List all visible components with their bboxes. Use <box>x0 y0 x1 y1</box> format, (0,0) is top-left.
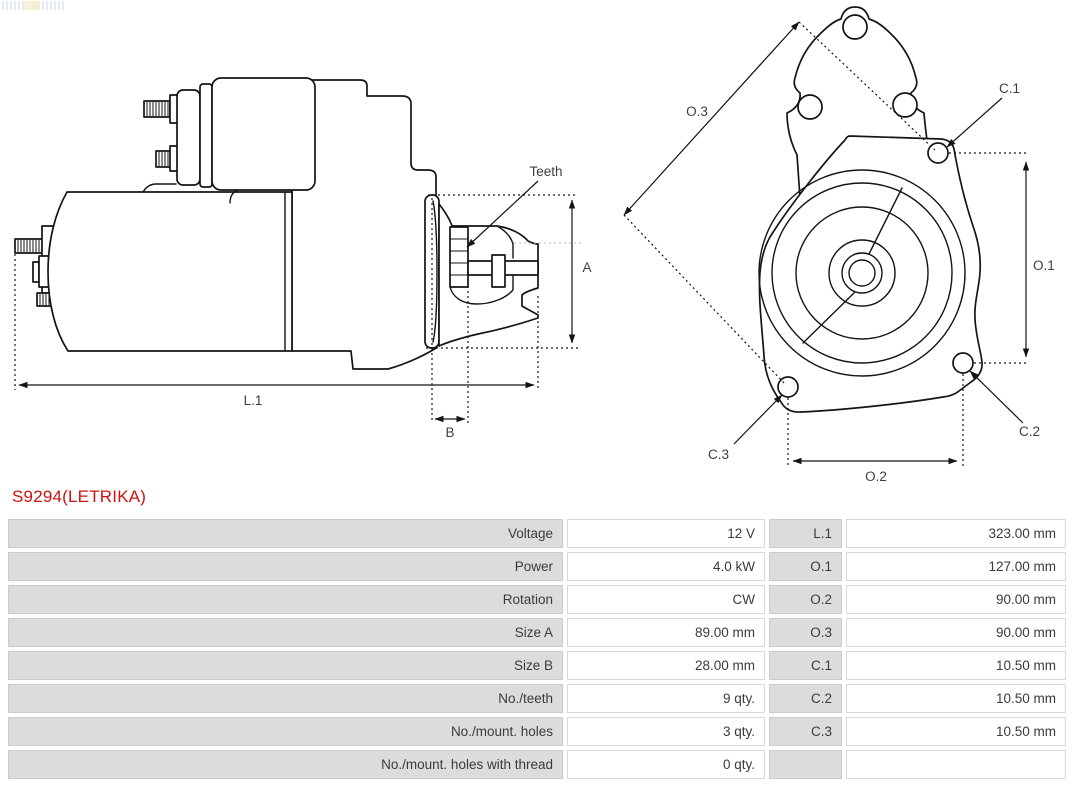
spec-value-cell: 0 qty. <box>567 750 765 779</box>
dim-label-l1: L.1 <box>243 393 263 408</box>
table-row <box>8 618 1068 647</box>
spec-table <box>8 519 1068 783</box>
spec-name-cell: No./mount. holes <box>8 717 563 746</box>
spec-dim-value-cell <box>846 750 1066 779</box>
spec-value-cell: 89.00 mm <box>567 618 765 647</box>
top-bolt-hole <box>843 15 867 39</box>
side-view <box>15 78 592 440</box>
spec-dim-cell: C.3 <box>769 717 842 746</box>
left-bolt-hole <box>798 95 822 119</box>
solenoid-cap <box>177 90 200 185</box>
spec-dim-cell: O.1 <box>769 552 842 581</box>
spec-name-cell: Voltage <box>8 519 563 548</box>
mounting-flange <box>759 136 982 412</box>
spec-value-cell: 12 V <box>567 519 765 548</box>
dim-label-a: A <box>582 260 592 275</box>
dim-label-b: B <box>445 425 455 440</box>
mounting-hole-c3 <box>778 377 798 397</box>
table-row <box>8 750 1068 779</box>
spec-dim-value-cell: 10.50 mm <box>846 717 1066 746</box>
table-row <box>8 717 1068 746</box>
mounting-hole-c2 <box>953 353 973 373</box>
spec-name-cell: Size A <box>8 618 563 647</box>
right-bolt-hole <box>893 93 917 117</box>
dim-label-c2: C.2 <box>1019 424 1041 439</box>
teeth-label: Teeth <box>529 164 563 179</box>
spec-dim-cell: O.3 <box>769 618 842 647</box>
spec-name-cell: No./teeth <box>8 684 563 713</box>
spec-value-cell: 3 qty. <box>567 717 765 746</box>
spec-dim-value-cell: 323.00 mm <box>846 519 1066 548</box>
table-row <box>8 684 1068 713</box>
dim-label-c3: C.3 <box>708 447 730 462</box>
front-view <box>624 7 1055 484</box>
table-row <box>8 552 1068 581</box>
solenoid-body <box>212 78 315 190</box>
part-number: S9294(LETRIKA) <box>12 487 147 506</box>
shaft-collar <box>492 255 505 287</box>
spec-value-cell: 9 qty. <box>567 684 765 713</box>
spec-dim-value-cell: 127.00 mm <box>846 552 1066 581</box>
spec-dim-cell: C.2 <box>769 684 842 713</box>
dim-label-c1: C.1 <box>999 81 1021 96</box>
spec-dim-value-cell: 10.50 mm <box>846 684 1066 713</box>
spec-value-cell: 28.00 mm <box>567 651 765 680</box>
spec-name-cell: Power <box>8 552 563 581</box>
dim-label-o1: O.1 <box>1033 258 1055 273</box>
spec-name-cell: Size B <box>8 651 563 680</box>
pinion-teeth <box>450 227 468 287</box>
solenoid <box>144 78 315 190</box>
spec-dim-value-cell: 10.50 mm <box>846 651 1066 680</box>
table-row <box>8 519 1068 548</box>
spec-dim-cell <box>769 750 842 779</box>
motor-body <box>48 192 292 351</box>
spec-dim-cell: C.1 <box>769 651 842 680</box>
dim-label-o3: O.3 <box>686 104 708 119</box>
dim-label-o2: O.2 <box>865 469 887 484</box>
spec-dim-value-cell: 90.00 mm <box>846 618 1066 647</box>
table-row <box>8 585 1068 614</box>
spec-dim-cell: O.2 <box>769 585 842 614</box>
spec-name-cell: Rotation <box>8 585 563 614</box>
spec-dim-cell: L.1 <box>769 519 842 548</box>
spec-value-cell: CW <box>567 585 765 614</box>
spec-value-cell: 4.0 kW <box>567 552 765 581</box>
spec-dim-value-cell: 90.00 mm <box>846 585 1066 614</box>
table-row <box>8 651 1068 680</box>
spec-name-cell: No./mount. holes with thread <box>8 750 563 779</box>
